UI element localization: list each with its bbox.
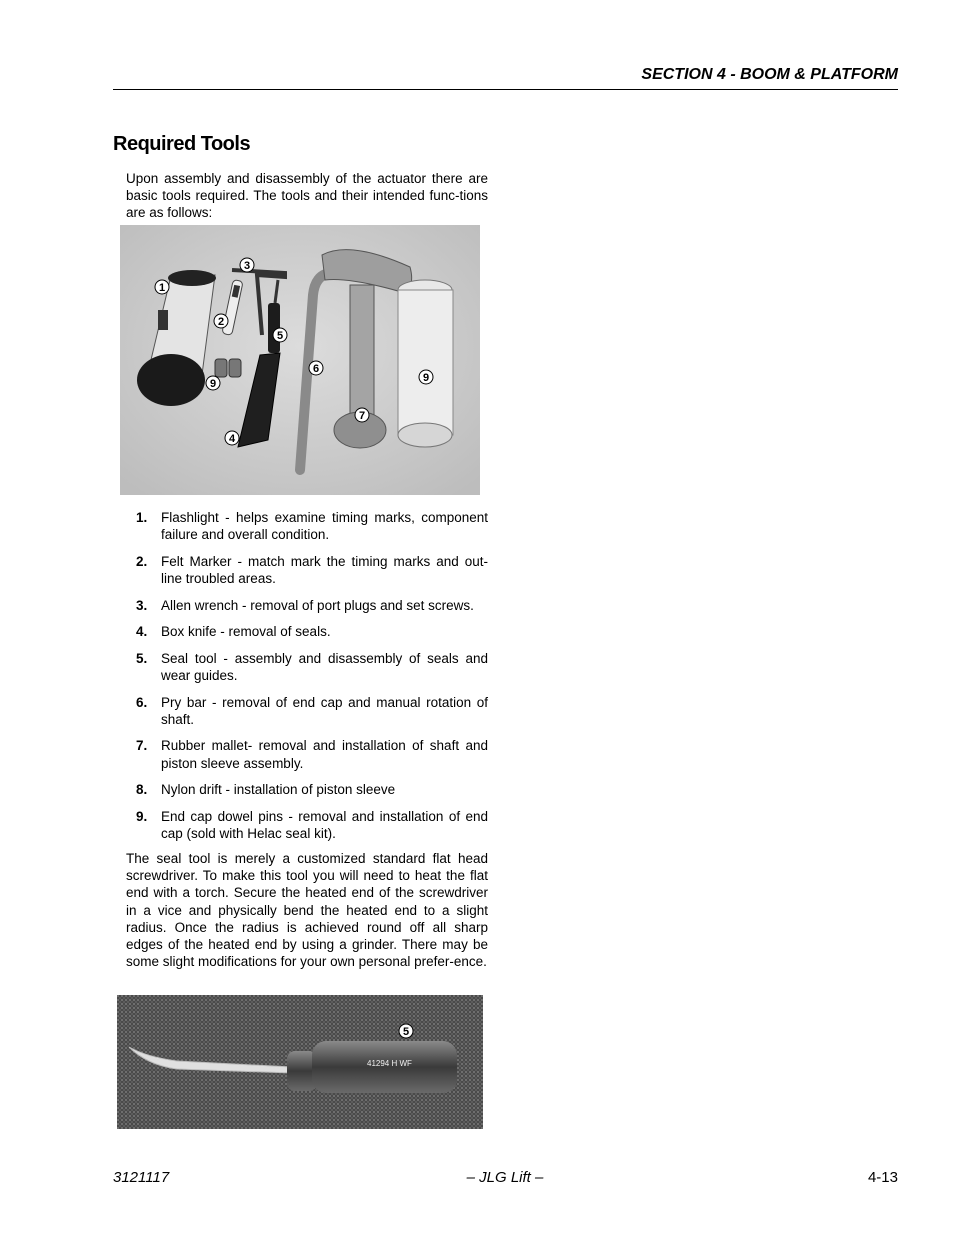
list-item-text: End cap dowel pins - removal and installation of end cap (sold with Helac seal kit). bbox=[161, 808, 488, 841]
list-item-text: Pry bar - removal of end cap and manual rotation of shaft. bbox=[161, 694, 488, 727]
footer-page-number: 4-13 bbox=[867, 1169, 898, 1186]
section-header-title: SECTION 4 - BOOM & PLATFORM bbox=[641, 66, 898, 83]
list-item bbox=[126, 781, 488, 798]
callout-6: 6 bbox=[312, 363, 320, 375]
intro-paragraph: Upon assembly and disassembly of the actuator there are basic tools required. The tools and their intended func-tions are as follows: bbox=[126, 171, 488, 221]
list-item bbox=[126, 808, 488, 842]
list-item-text: Felt Marker - match mark the timing marks and out-line troubled areas. bbox=[161, 553, 488, 586]
list-item-number: 1. bbox=[136, 510, 148, 525]
list-item bbox=[126, 553, 488, 587]
section-heading: Required Tools bbox=[113, 133, 251, 155]
list-item bbox=[126, 737, 488, 771]
list-item bbox=[126, 597, 488, 614]
list-item-number: 9. bbox=[136, 808, 148, 824]
tool-list bbox=[126, 509, 488, 852]
list-item-number: 6. bbox=[136, 694, 148, 710]
callout-4: 4 bbox=[228, 433, 236, 445]
seal-tool-paragraph: The seal tool is merely a customized standard flat head screwdriver. To make this tool you will need to heat the flat end with a torch. Secure the heated end of the screwdriver in a vice and physically bend the heated end to a slight radius. Once the radius is achieved round off all sharp edges of the heated end by using a grinder. There may be some slight modifications for your own personal prefer-ence. bbox=[126, 851, 488, 970]
list-item bbox=[126, 509, 488, 543]
footer-doc-number: 3121117 bbox=[113, 1169, 170, 1186]
list-item-text: Rubber mallet- removal and installation of shaft and piston sleeve assembly. bbox=[161, 738, 488, 771]
handle-marking: 41294 H WF bbox=[367, 1059, 412, 1068]
footer-publisher: – JLG Lift – bbox=[466, 1169, 544, 1186]
callout-2: 2 bbox=[217, 316, 225, 328]
list-item-text: Seal tool - assembly and disassembly of seals and wear guides. bbox=[161, 650, 488, 683]
callout-9-pins: 9 bbox=[209, 378, 217, 390]
list-item-text: Box knife - removal of seals. bbox=[161, 624, 331, 640]
callout-5-seal-tool: 5 bbox=[402, 1026, 410, 1038]
list-item-number: 3. bbox=[136, 597, 148, 613]
list-item-text: Nylon drift - installation of piston sleeve bbox=[161, 782, 396, 798]
list-item-number: 7. bbox=[136, 738, 148, 754]
callout-7: 7 bbox=[358, 410, 366, 422]
list-item-number: 8. bbox=[136, 782, 148, 798]
list-item bbox=[126, 694, 488, 728]
list-item bbox=[126, 650, 488, 684]
list-item-text: Allen wrench - removal of port plugs and set screws. bbox=[161, 597, 474, 613]
callout-3: 3 bbox=[243, 260, 251, 272]
callout-5: 5 bbox=[276, 330, 284, 342]
header-divider bbox=[113, 89, 898, 90]
nylon-drift-shape bbox=[398, 280, 453, 447]
list-item-text: Flashlight - helps examine timing marks, component failure and overall condition. bbox=[161, 510, 488, 543]
seal-tool-photo bbox=[117, 995, 483, 1129]
seal-tool-illustration bbox=[117, 995, 483, 1129]
callout-9-drift: 9 bbox=[422, 372, 430, 384]
list-item bbox=[126, 623, 488, 640]
list-item-number: 5. bbox=[136, 650, 148, 666]
callout-1: 1 bbox=[158, 282, 166, 294]
list-item-number: 4. bbox=[136, 624, 148, 640]
list-item-number: 2. bbox=[136, 553, 148, 569]
tools-illustration bbox=[120, 225, 480, 495]
tools-photo bbox=[120, 225, 480, 495]
